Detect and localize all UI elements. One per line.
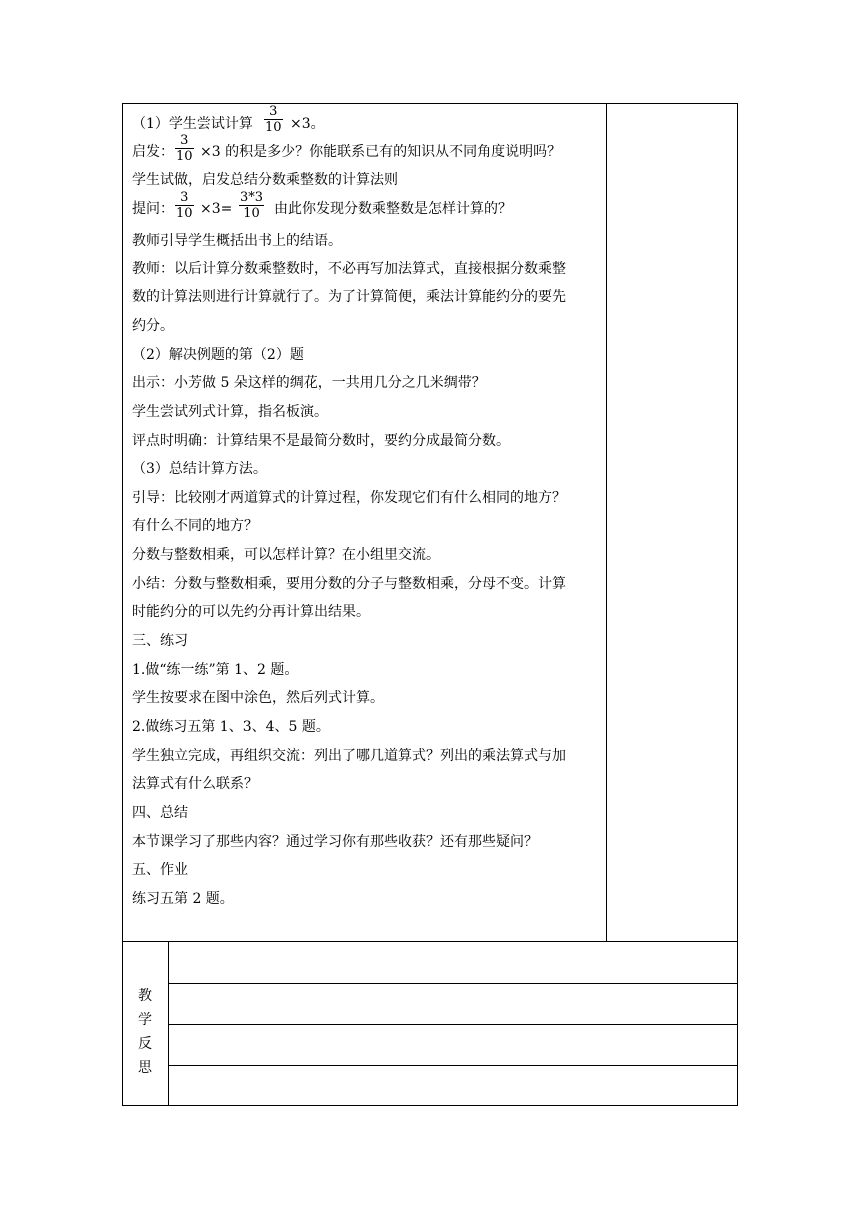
line-6: 教师：以后计算分数乘整数时，不必再写加法算式，直接根据分数乘整 [132, 261, 566, 277]
fraction-denominator: 10 [265, 120, 282, 135]
reflection-row-line-1 [168, 983, 738, 984]
reflection-label-char: 学 [138, 1012, 152, 1028]
line-12: 评点时明确：计算结果不是最简分数时，要约分成最简分数。 [132, 433, 510, 449]
line-9: （2）解决例题的第（2）题 [132, 347, 304, 363]
line-2b: ×3 的积是多少？你能联系已有的知识从不同角度说明吗？ [200, 144, 562, 160]
fraction-3-10 [264, 104, 283, 135]
line-1a: （1）学生尝试计算 [132, 116, 253, 132]
line-3: 学生试做，启发总结分数乘整数的计算法则 [132, 172, 398, 188]
reflection-label-char: 教 [138, 988, 152, 1004]
line-23: 学生独立完成，再组织交流：列出了哪几道算式？列出的乘法算式与加 [132, 748, 566, 764]
line-24: 法算式有什么联系？ [132, 776, 258, 792]
section-heading-homework: 五、作业 [132, 862, 188, 878]
fraction-denominator: 10 [176, 149, 193, 164]
line-8: 约分。 [132, 318, 174, 334]
fraction-3x3-10 [239, 190, 264, 221]
line-28: 练习五第 2 题。 [132, 891, 234, 907]
line-4b: ×3= [200, 201, 233, 217]
section-heading-summary: 四、总结 [132, 805, 188, 821]
line-11: 学生尝试列式计算，指名板演。 [132, 404, 328, 420]
fraction-3-10 [175, 190, 194, 221]
line-18: 时能约分的可以先约分再计算出结果。 [132, 604, 370, 620]
fraction-numerator: 3 [180, 190, 189, 205]
line-22: 2.做练习五第 1、3、4、5 题。 [132, 719, 330, 735]
reflection-label-char: 思 [138, 1060, 152, 1076]
line-7: 数的计算法则进行计算就行了。为了计算简便，乘法计算能约分的要先 [132, 289, 566, 305]
reflection-row-line-2 [168, 1024, 738, 1025]
fraction-numerator: 3*3 [240, 190, 264, 205]
line-5: 教师引导学生概括出书上的结语。 [132, 233, 342, 249]
line-10: 出示：小芳做 5 朵这样的绸花，一共用几分之几米绸带？ [132, 375, 486, 391]
fraction-numerator: 3 [180, 133, 189, 148]
line-21: 学生按要求在图中涂色，然后列式计算。 [132, 690, 384, 706]
reflection-label [122, 984, 168, 1080]
line-4c: 由此你发现分数乘整数是怎样计算的？ [274, 201, 512, 217]
line-4a: 提问： [132, 201, 174, 217]
right-column-divider [606, 103, 607, 942]
line-17: 小结：分数与整数相乘，要用分数的分子与整数相乘，分母不变。计算 [132, 576, 566, 592]
fraction-3-10 [175, 133, 194, 164]
reflection-row-line-3 [168, 1065, 738, 1066]
section-divider [122, 941, 738, 942]
line-16: 分数与整数相乘，可以怎样计算？在小组里交流。 [132, 547, 440, 563]
line-1b: ×3。 [290, 116, 325, 132]
line-2a: 启发： [132, 144, 174, 160]
line-14: 引导：比较刚才两道算式的计算过程，你发现它们有什么相同的地方？ [132, 490, 566, 506]
section-heading-practice: 三、练习 [132, 633, 188, 649]
line-15: 有什么不同的地方？ [132, 518, 258, 534]
line-26: 本节课学习了那些内容？通过学习你有那些收获？还有那些疑问？ [132, 834, 538, 850]
fraction-numerator: 3 [269, 104, 278, 119]
fraction-denominator: 10 [239, 205, 264, 221]
fraction-denominator: 10 [176, 206, 193, 221]
reflection-label-char: 反 [138, 1036, 152, 1052]
line-13: （3）总结计算方法。 [132, 461, 267, 477]
line-20: 1.做“练一练”第 1、2 题。 [132, 662, 299, 678]
